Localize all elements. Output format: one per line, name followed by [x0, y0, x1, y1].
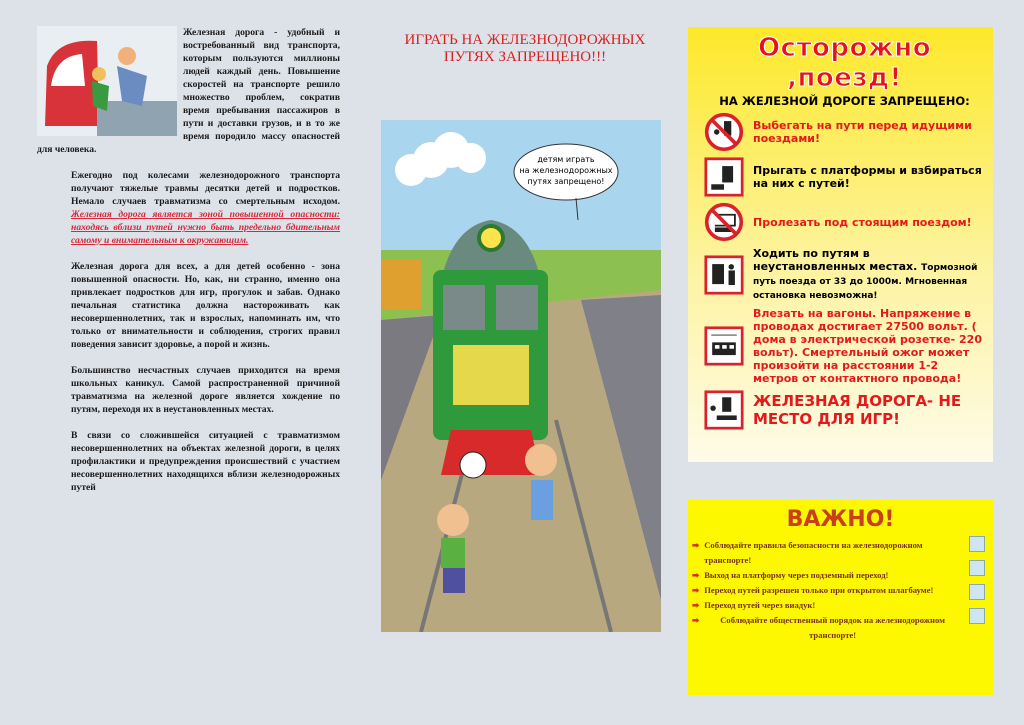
children-on-tracks-illustration: [381, 120, 661, 632]
track-walking-icon: [704, 255, 744, 295]
rule-main: Ходить по путям в неустановленных местах.: [753, 247, 918, 273]
list-item-text: Соблюдайте общественный порядок на железнодорожном транспорте!: [720, 615, 945, 640]
center-title: ИГРАТЬ НА ЖЕЛЕЗНОДОРОЖНЫХ ПУТЯХ ЗАПРЕЩЕНО!!!: [404, 32, 646, 65]
thumbnail-icon: [969, 584, 985, 600]
list-item: [692, 613, 961, 643]
thumbnail-icon: [969, 560, 985, 576]
arrow-icon: ➡: [692, 600, 700, 610]
list-item: [692, 568, 961, 583]
rule-detail: Тормозной путь поезда от 33 до 1000м. Мгновенная остановка невозможна!: [753, 263, 978, 301]
bubble-line-2: на железнодорожных: [519, 166, 613, 175]
arrow-icon: ➡: [692, 540, 700, 550]
paragraph-intro: Железная дорога - удобный и востребованный вид транспорта, которым пользуются миллионы людей каждый день. Повышение скоростей на транспорте решило множество проблем, сократив время пребывания пассажиров в пути и доставки грузов, и в то же время породило массу опасностей для человека.: [37, 27, 340, 155]
rule-text: Выбегать на пути перед идущими поездами!: [753, 119, 972, 145]
list-item-text: Переход путей разрешен только при открытом шлагбауме!: [704, 585, 934, 595]
paragraph-danger-zone: Железная дорога для всех, а для детей особенно - зона повышенной опасности. Но, как, ни странно, именно она привлекает подростков для игр, прогулок и забав. Однако печальная статистика должна настороживать как несовершеннолетних, так и взрослых, напоминать им, что только от внимательности и соблюдения, строгих правил поведения зависит здоровье, а порой и жизнь.: [71, 261, 340, 350]
rule-run-in-front: [704, 112, 985, 152]
arrow-icon: ➡: [692, 570, 700, 580]
injuries-text: Ежегодно под колесами железнодорожного транспорта получают тяжелые травмы десятки детей и подростков. Немало случаев травматизма со смертельным исходом.: [71, 170, 340, 207]
rule-main: Влезать на вагоны.: [753, 307, 877, 320]
rule-under-train: [704, 202, 985, 242]
warning-subtitle: НА ЖЕЛЕЗНОЙ ДОРОГЕ ЗАПРЕЩЕНО:: [719, 94, 970, 108]
rule-detail: Напряжение в проводах достигает 27500 вольт. ( дома в электрической розетке- 220 вольт). Смертельный ожог может произойти на расстоянии 1-2 метров от контактного провода!: [753, 307, 982, 385]
paragraph-prevention: В связи со сложившейся ситуацией с травматизмом несовершеннолетних на объектах железной дороги, в целях профилактики и предупреждения происшествий с участием несовершеннолетних находящихся вблизи железнодорожных путей: [71, 430, 340, 493]
rule-no-games: [704, 390, 985, 430]
thumbnail-icon: [969, 608, 985, 624]
paragraph-statistics: Большинство несчастных случаев приходится на время школьных каникул. Самой распространенной причиной травматизма на железной дороге является хождение по путям, переходя их в неустановленных местах.: [71, 365, 340, 415]
left-column: [37, 26, 340, 507]
list-item-text: Переход путей через виадук!: [704, 600, 816, 610]
warning-poster: [688, 27, 993, 462]
important-title: ВАЖНО!: [786, 507, 895, 532]
electric-train-icon: [704, 326, 744, 366]
rule-text: Прыгать с платформы и взбираться на них с путей!: [753, 164, 982, 190]
warning-highlight: Железная дорога является зоной повышенной опасности: находясь вблизи путей нужно быть предельно бдительным самому и внимательным к окружающим.: [71, 209, 340, 246]
rule-jump-platform: [704, 157, 985, 197]
bubble-line-3: путях запрещено!: [527, 177, 605, 186]
list-item-text: Соблюдайте правила безопасности на железнодорожном транспорте!: [704, 540, 923, 565]
bubble-line-1: детям играть: [537, 155, 595, 164]
rule-text: ЖЕЛЕЗНАЯ ДОРОГА- НЕ МЕСТО ДЛЯ ИГР!: [753, 392, 962, 428]
arrow-icon: ➡: [692, 615, 700, 625]
important-list: [692, 538, 961, 643]
warning-title: Осторожно ,поезд!: [757, 33, 932, 93]
paragraph-injuries: [71, 169, 340, 247]
arrow-icon: ➡: [692, 585, 700, 595]
thumbnail-icon: [969, 536, 985, 552]
rule-text: Пролезать под стоящим поездом!: [753, 215, 972, 229]
train-boarding-illustration: [37, 26, 177, 136]
list-item: [692, 538, 961, 568]
platform-jump-icon: [704, 157, 744, 197]
child-running-icon: [704, 390, 744, 430]
no-crawling-icon: [704, 202, 744, 242]
list-item-text: Выход на платформу через подземный переход!: [704, 570, 889, 580]
rule-walk-tracks: [704, 247, 985, 302]
list-item: [692, 583, 961, 598]
important-panel: [688, 500, 993, 695]
list-item: [692, 598, 961, 613]
no-running-icon: [704, 112, 744, 152]
rule-text: [753, 307, 985, 385]
rule-climb-wagons: [704, 307, 985, 385]
safety-thumbnails: [969, 536, 985, 624]
rule-text: [753, 247, 985, 302]
